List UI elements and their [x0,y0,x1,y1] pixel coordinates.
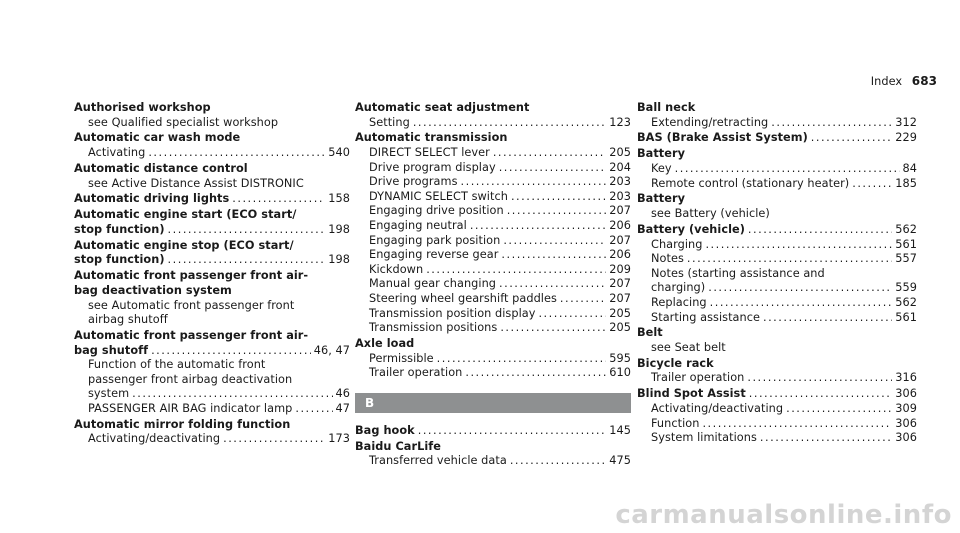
leader-dots [168,253,326,268]
index-heading-text: Automatic front passenger front air- [74,269,309,283]
index-subentry-text: Function [651,416,700,430]
page-reference[interactable]: 312 [895,115,917,129]
index-subentry-text: see Automatic front passenger front [88,298,295,312]
index-entry [74,131,350,160]
index-heading-text: Battery (vehicle) [637,222,745,236]
index-subentry-line [355,307,631,322]
index-subentry-text: Trailer operation [369,366,463,380]
page-header [871,74,937,88]
page-reference[interactable]: 198 [328,222,350,236]
index-heading-line [74,192,350,207]
index-subentry-text: Engaging park position [369,233,501,247]
page-reference[interactable]: 203 [609,175,631,189]
index-entry [637,387,917,445]
page-reference[interactable]: 46, 47 [313,343,350,357]
page-reference[interactable]: 207 [609,292,631,306]
page-reference[interactable]: 145 [609,423,631,437]
page-reference[interactable]: 207 [609,233,631,247]
index-subentry-text: system [88,387,130,401]
index-subentry-line [637,311,917,326]
index-heading-text: Authorised workshop [74,101,211,114]
index-heading-text: Bag hook [355,423,415,437]
index-subentry-line [74,313,350,328]
page-reference[interactable]: 46 [335,387,350,401]
index-heading-text: Belt [637,326,663,340]
page-reference[interactable]: 561 [895,310,917,324]
index-subentry-text: Replacing [651,295,707,309]
leader-dots [461,175,607,190]
index-subentry-line [637,341,917,356]
index-subentry-text: Extending/retracting [651,115,769,129]
page-reference[interactable]: 205 [609,306,631,320]
index-heading-text: Automatic transmission [355,131,508,145]
index-subentry-text: Manual gear changing [369,277,497,291]
index-subentry-line [637,371,917,386]
leader-dots [501,248,606,263]
index-subentry-line [355,190,631,205]
index-subentry-text: Kickdown [369,262,424,276]
leader-dots [538,307,606,322]
index-heading-line [74,239,350,254]
index-heading-text: Ball neck [637,101,696,114]
index-subentry-text: airbag shutoff [88,313,168,327]
index-subentry-text: Remote control (stationary heater) [651,176,850,190]
index-subentry-text: Trailer operation [651,371,745,385]
index-subentry-line [74,373,350,388]
index-subentry-line [355,204,631,219]
page-reference[interactable]: 205 [609,146,631,160]
index-entry [355,101,631,130]
page-number: 683 [911,74,937,88]
index-heading-line [74,131,350,146]
index-subentry-line [355,277,631,292]
index-entry [74,162,350,191]
leader-dots [132,387,332,402]
index-entry [637,192,917,221]
page-reference[interactable]: 306 [895,416,917,430]
index-heading-line [74,253,350,268]
index-heading-line [637,357,917,372]
index-subentry-text: see Qualified specialist workshop [88,115,279,129]
index-subentry-line [637,296,917,311]
index-entry [355,424,631,439]
page-reference[interactable]: 123 [609,115,631,129]
page-reference[interactable]: 559 [895,281,917,295]
page-reference[interactable]: 557 [895,252,917,266]
page-reference[interactable]: 206 [609,248,631,262]
leader-dots [503,234,606,249]
index-subentry-text: Engaging reverse gear [369,248,499,262]
leader-dots [705,238,892,253]
index-heading-text: Automatic front passenger front air- [74,328,309,342]
index-entry [355,337,631,381]
index-entry [74,101,350,130]
leader-dots [499,277,606,292]
index-subentry-text: PASSENGER AIR BAG indicator lamp [88,401,293,415]
index-entry [637,223,917,325]
leader-dots [760,431,892,446]
page-reference[interactable]: 309 [895,401,917,415]
leader-dots [786,402,892,417]
index-heading-line [74,329,350,344]
index-subentry-text: Drive programs [369,175,458,189]
leader-dots [560,292,606,307]
page-reference[interactable]: 198 [328,253,350,267]
index-entry [637,147,917,191]
leader-dots [749,387,893,402]
index-subentry-line [355,321,631,336]
index-subentry-line [355,366,631,381]
leader-dots [223,432,325,447]
index-subentry-text: DIRECT SELECT lever [369,146,490,160]
index-heading-text: Automatic driving lights [74,192,230,206]
index-subentry-line [637,417,917,432]
index-subentry-text: Engaging neutral [369,219,467,233]
index-entry [355,131,631,335]
leader-dots [418,424,607,439]
index-heading-text: Automatic mirror folding function [74,417,291,431]
index-heading-text: Battery [637,147,685,161]
leader-dots [510,454,606,469]
index-subentry-text: Activating/deactivating [651,401,784,415]
index-subentry-text: Engaging drive position [369,204,504,218]
index-heading-text: Baidu CarLife [355,439,441,453]
index-heading-line [74,101,350,116]
leader-dots [708,281,892,296]
index-heading-line [74,269,350,284]
index-entry [637,131,917,146]
index-heading-text: bag deactivation system [74,283,232,297]
index-subentry-line [637,207,917,222]
leader-dots [500,321,606,336]
index-column-1 [74,101,350,448]
leader-dots [771,116,892,131]
page-reference[interactable]: 173 [328,432,350,446]
index-heading-line [74,223,350,238]
index-heading-line [637,192,917,207]
leader-dots [426,263,606,278]
index-subentry-text: Permissible [369,351,434,365]
index-heading-line [74,344,350,359]
index-heading-text: Automatic engine stop (ECO start/ [74,238,294,252]
index-subentry-line [355,292,631,307]
index-heading-text: Axle load [355,337,415,351]
page-reference[interactable]: 610 [609,366,631,380]
index-heading-line [637,387,917,402]
index-heading-text: Blind Spot Assist [637,387,746,401]
index-heading-text: BAS (Brake Assist System) [637,131,808,145]
leader-dots [511,190,606,205]
index-heading-text: Battery [637,192,685,206]
leader-dots [168,223,326,238]
leader-dots [675,162,900,177]
leader-dots [232,192,325,207]
index-subentry-text: Drive program display [369,160,496,174]
index-subentry-line [637,252,917,267]
index-heading-line [637,101,917,116]
index-heading-line [355,101,631,116]
index-entry [637,101,917,130]
index-subentry-text: Starting assistance [651,310,760,324]
leader-dots [413,116,606,131]
leader-dots [763,311,892,326]
index-subentry-line [74,116,350,131]
index-subentry-line [355,234,631,249]
index-subentry-line [355,248,631,263]
page-reference[interactable]: 158 [328,192,350,206]
index-subentry-line [74,177,350,192]
index-heading-text: stop function) [74,253,165,267]
index-heading-line [637,147,917,162]
index-entry [74,418,350,447]
index-heading-line [74,162,350,177]
index-entry [74,269,350,327]
index-subentry-line [637,162,917,177]
index-subentry-text: System limitations [651,431,757,445]
index-subentry-text: Steering wheel gearshift paddles [369,292,557,306]
index-subentry-text: Notes [651,252,684,266]
leader-dots [710,296,893,311]
page-reference[interactable]: 84 [902,161,917,175]
index-entry [355,440,631,469]
index-entry [637,357,917,386]
page-reference[interactable]: 205 [609,321,631,335]
page-reference[interactable]: 207 [609,277,631,291]
leader-dots [465,366,606,381]
index-subentry-line [74,299,350,314]
page-reference[interactable]: 229 [895,131,917,145]
index-subentry-line [637,402,917,417]
leader-dots [151,344,311,359]
index-subentry-line [637,238,917,253]
leader-dots [852,177,892,192]
index-subentry-line [74,402,350,417]
page-reference[interactable]: 206 [609,219,631,233]
index-heading-text: Automatic distance control [74,161,248,175]
index-heading-line [355,131,631,146]
index-subentry-line [355,454,631,469]
index-subentry-line [74,358,350,373]
index-label: Index [870,75,903,88]
index-subentry-line [355,175,631,190]
leader-dots [747,371,892,386]
leader-dots [748,223,892,238]
index-subentry-line [355,219,631,234]
index-subentry-line [355,263,631,278]
index-subentry-text: Notes (starting assistance and [651,266,825,280]
page-reference[interactable]: 47 [335,401,350,415]
section-letter-badge: B [355,393,631,413]
index-heading-line [74,418,350,433]
index-subentry-line [74,432,350,447]
index-column-3 [637,101,917,447]
index-subentry-text: Key [651,161,672,175]
index-subentry-text: passenger front airbag deactivation [88,372,293,386]
page-reference[interactable]: 316 [895,371,917,385]
page-reference[interactable]: 562 [895,222,917,236]
index-subentry-text: charging) [651,281,706,295]
index-subentry-text: Transmission positions [369,321,498,335]
index-column-2 [355,101,631,470]
index-subentry-line [355,116,631,131]
index-subentry-text: Activating/deactivating [88,432,221,446]
leader-dots [470,219,606,234]
index-subentry-text: Activating [88,146,146,160]
index-subentry-text: see Seat belt [651,340,726,354]
index-entry [74,239,350,268]
watermark: carmanualsonline.info [615,500,952,530]
index-subentry-line [637,281,917,296]
leader-dots [148,146,325,161]
page-reference[interactable]: 203 [609,189,631,203]
leader-dots [687,252,892,267]
index-subentry-line [637,177,917,192]
index-heading-text: bag shutoff [74,343,149,357]
index-heading-text: Automatic seat adjustment [355,101,530,114]
index-subentry-text: Transmission position display [369,306,536,320]
leader-dots [702,417,892,432]
leader-dots [507,204,607,219]
index-subentry-line [637,431,917,446]
index-subentry-line [355,352,631,367]
index-entry [74,192,350,207]
index-heading-text: Automatic car wash mode [74,131,241,145]
index-heading-text: Automatic engine start (ECO start/ [74,208,297,222]
index-subentry-line [355,161,631,176]
page-reference[interactable]: 306 [895,387,917,401]
leader-dots [811,131,892,146]
page-reference[interactable]: 540 [328,146,350,160]
index-subentry-line [637,267,917,282]
page-reference[interactable]: 306 [895,431,917,445]
page-reference[interactable]: 209 [609,262,631,276]
index-heading-line [355,440,631,455]
page-reference[interactable]: 207 [609,204,631,218]
page-reference[interactable]: 561 [895,237,917,251]
index-subentry-line [637,116,917,131]
index-entry [74,329,350,417]
page-reference[interactable]: 475 [609,454,631,468]
leader-dots [493,146,606,161]
index-subentry-line [74,146,350,161]
leader-dots [295,402,332,417]
page-reference[interactable]: 185 [895,176,917,190]
index-subentry-text: Setting [369,115,410,129]
index-subentry-text: see Active Distance Assist DISTRONIC [88,176,304,190]
index-heading-line [74,284,350,299]
index-heading-line [74,208,350,223]
page-reference[interactable]: 595 [609,351,631,365]
index-subentry-text: Transferred vehicle data [369,454,507,468]
index-subentry-line [74,387,350,402]
index-subentry-text: see Battery (vehicle) [651,207,770,221]
page-reference[interactable]: 204 [609,160,631,174]
index-heading-line [355,337,631,352]
index-heading-line [355,424,631,439]
index-entry [74,208,350,237]
index-heading-line [637,223,917,238]
index-subentry-text: Function of the automatic front [88,358,266,372]
index-subentry-line [355,146,631,161]
index-heading-line [637,131,917,146]
page-reference[interactable]: 562 [895,295,917,309]
index-subentry-text: DYNAMIC SELECT switch [369,189,508,203]
leader-dots [437,352,607,367]
index-heading-text: stop function) [74,222,165,236]
index-entry [637,326,917,355]
index-subentry-text: Charging [651,237,703,251]
index-heading-text: Bicycle rack [637,356,714,370]
index-heading-line [637,326,917,341]
leader-dots [499,161,607,176]
